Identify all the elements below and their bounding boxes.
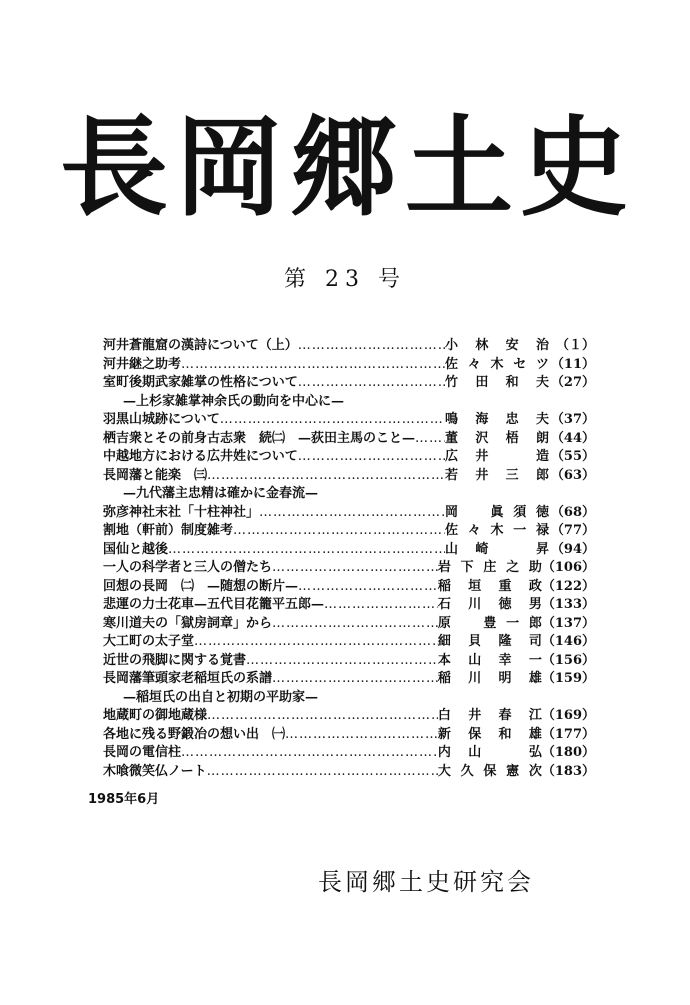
toc-entry (103, 707, 595, 726)
toc-leader-dots (220, 411, 445, 430)
toc-entry (103, 448, 595, 467)
toc-entry-page: （11） (550, 356, 595, 372)
toc-entry (103, 504, 595, 523)
toc-subtitle: —上杉家雑掌神余氏の動向を中心に— (123, 393, 345, 409)
toc-entry-title: 羽黒山城跡について (103, 412, 220, 427)
toc-entry-author: 広井 造 (445, 449, 549, 464)
toc-entry-author: 岩下庄之助 (437, 560, 542, 575)
toc-entry (103, 522, 595, 541)
toc-entry (103, 467, 595, 486)
toc-leader-dots (324, 596, 438, 615)
toc-leader-dots (298, 448, 445, 467)
toc-entry-page: （37） (550, 412, 595, 427)
toc-entry-author: 鳴海忠夫 (445, 412, 549, 427)
toc-entry (103, 356, 595, 375)
toc-subtitle: —稲垣氏の出自と初期の平助家— (123, 689, 319, 705)
toc-entry-title: 各地に残る野鍛冶の想い出 ㈠ (103, 726, 286, 742)
toc-entry-author: 新保和雄 (437, 726, 542, 742)
toc-entry (103, 541, 595, 560)
toc-entry (103, 411, 595, 430)
toc-entry-author: 大久保憲次 (437, 763, 542, 779)
toc-entry-page: （１） (555, 338, 595, 353)
toc-entry-page: （27） (550, 375, 595, 390)
toc-entry (103, 652, 595, 671)
toc-entry-author: 細貝隆司 (437, 634, 542, 649)
toc-leader-dots (168, 541, 445, 560)
toc-entry-author: 佐々木一禄 (445, 523, 549, 538)
toc-leader-dots (298, 578, 438, 597)
toc-leader-dots (298, 337, 445, 356)
toc-entry-page: （55） (550, 449, 595, 464)
toc-entry-page: （137） (541, 615, 595, 631)
toc-entry (103, 578, 595, 597)
toc-entry (103, 596, 595, 615)
toc-entry-page: （156） (541, 652, 595, 668)
toc-entry (103, 337, 595, 356)
toc-leader-dots (181, 356, 445, 375)
toc-entry-title: 弥彦神社末社「十柱神社」 (103, 504, 260, 520)
toc-entry (103, 726, 595, 745)
toc-entry-page: （63） (550, 467, 595, 483)
toc-entry-title: 河井継之助考 (103, 356, 182, 372)
toc-entry-title: 長岡の電信柱 (103, 745, 182, 760)
toc-entry-page: （44） (550, 430, 595, 446)
toc-entry-page: （183） (541, 763, 595, 779)
toc-entry-author: 原 豊一郎 (437, 615, 542, 631)
toc-entry-page: （159） (541, 671, 595, 686)
toc-entry-author: 竹田和夫 (445, 375, 549, 390)
publication-date: 1985年6月 (88, 792, 160, 807)
toc-entry-title: 国仙と越後 (103, 541, 169, 557)
toc-leader-dots (181, 744, 438, 763)
toc-entry-page: （106） (541, 560, 595, 575)
toc-leader-dots (246, 652, 438, 671)
title-char: 長 (60, 105, 171, 231)
toc-entry-page: （122） (541, 578, 595, 594)
toc-entry-author: 白井春江 (437, 708, 542, 723)
toc-leader-dots (272, 670, 438, 689)
toc-entry-author: 若井三郎 (445, 467, 549, 483)
toc-entry-author: 小林安治 (445, 338, 549, 353)
toc-leader-dots (415, 430, 445, 449)
toc-entry-title: 室町後期武家雑掌の性格について (103, 375, 298, 390)
toc-leader-dots (207, 763, 438, 782)
toc-entry-page: （94） (550, 541, 595, 557)
toc-entry (103, 615, 595, 634)
toc-leader-dots (207, 707, 438, 726)
toc-entry-author: 内山 弘 (437, 745, 542, 760)
toc-entry-title: 近世の飛脚に関する覚書 (103, 652, 247, 668)
toc-entry (103, 633, 595, 652)
toc-entry-title: 河井蒼龍窟の漢詩について（上） (103, 338, 298, 353)
toc-entry-title: 長岡藩と能楽 ㈢ (103, 467, 208, 483)
title-char: 土 (404, 105, 515, 231)
toc-entry-title: 中越地方における広井姓について (103, 449, 298, 464)
toc-leader-dots (233, 522, 445, 541)
toc-entry-page: （146） (541, 634, 595, 649)
toc-leader-dots (259, 504, 445, 523)
toc-entry-author: 岡 眞須徳 (445, 504, 549, 520)
toc-leader-dots (272, 615, 438, 634)
toc-entry-author: 石川徳男 (437, 597, 542, 612)
toc-entry-page: （68） (550, 504, 595, 520)
toc-leader-dots (285, 726, 438, 745)
toc-entry-page: （133） (541, 597, 595, 612)
toc-entry-title: 寒川道夫の「獄房詞章」から (103, 615, 273, 631)
publisher-name: 長岡郷土史研究会 (318, 868, 534, 896)
toc-subtitle: —九代藩主忠精は確かに金春流— (123, 486, 319, 501)
toc-leader-dots (194, 633, 438, 652)
toc-entry-title: 木喰微笑仏ノート (103, 763, 207, 779)
toc-entry-title: 一人の科学者と三人の僧たち (103, 560, 273, 575)
toc-entry-title: 悲運の力士花車—五代目花籠平五郎— (103, 597, 325, 612)
toc-entry-page: （77） (550, 523, 595, 538)
toc-entry-title: 長岡藩筆頭家老稲垣氏の系譜 (103, 671, 273, 686)
journal-title (60, 105, 630, 231)
table-of-contents (103, 337, 595, 781)
toc-entry-page: （169） (541, 708, 595, 723)
toc-entry-title: 回想の長岡 ㈡ —随想の断片— (103, 578, 299, 594)
toc-entry-author: 本山幸一 (437, 652, 542, 668)
toc-entry (103, 430, 595, 449)
toc-entry (103, 744, 595, 763)
toc-entry-title: 割地（軒前）制度雑考 (103, 523, 234, 538)
toc-leader-dots (207, 467, 445, 486)
title-char: 岡 (174, 105, 285, 231)
title-char: 史 (519, 105, 630, 231)
toc-entry-title: 地蔵町の御地蔵様 (103, 708, 208, 723)
toc-entry-author: 稲垣重政 (437, 578, 542, 594)
toc-entry (103, 763, 595, 782)
toc-entry-page: （177） (541, 726, 595, 742)
toc-entry-title: 栖吉衆とその前身古志衆 続㈡ —荻田主馬のこと— (103, 430, 416, 446)
toc-leader-dots (272, 559, 438, 578)
toc-leader-dots (298, 374, 445, 393)
toc-entry-author: 佐々木セツ (445, 356, 549, 372)
title-char: 郷 (289, 105, 400, 231)
toc-entry (103, 670, 595, 689)
toc-entry-author: 山崎 昇 (445, 541, 549, 557)
issue-number: 第 23 号 (284, 267, 406, 292)
toc-entry-author: 董沢梧朗 (445, 430, 549, 446)
toc-entry-title: 大工町の太子堂 (103, 634, 195, 649)
toc-entry-page: （180） (541, 745, 595, 760)
toc-entry (103, 559, 595, 578)
toc-entry-author: 稲川明雄 (437, 671, 542, 686)
toc-entry (103, 374, 595, 393)
